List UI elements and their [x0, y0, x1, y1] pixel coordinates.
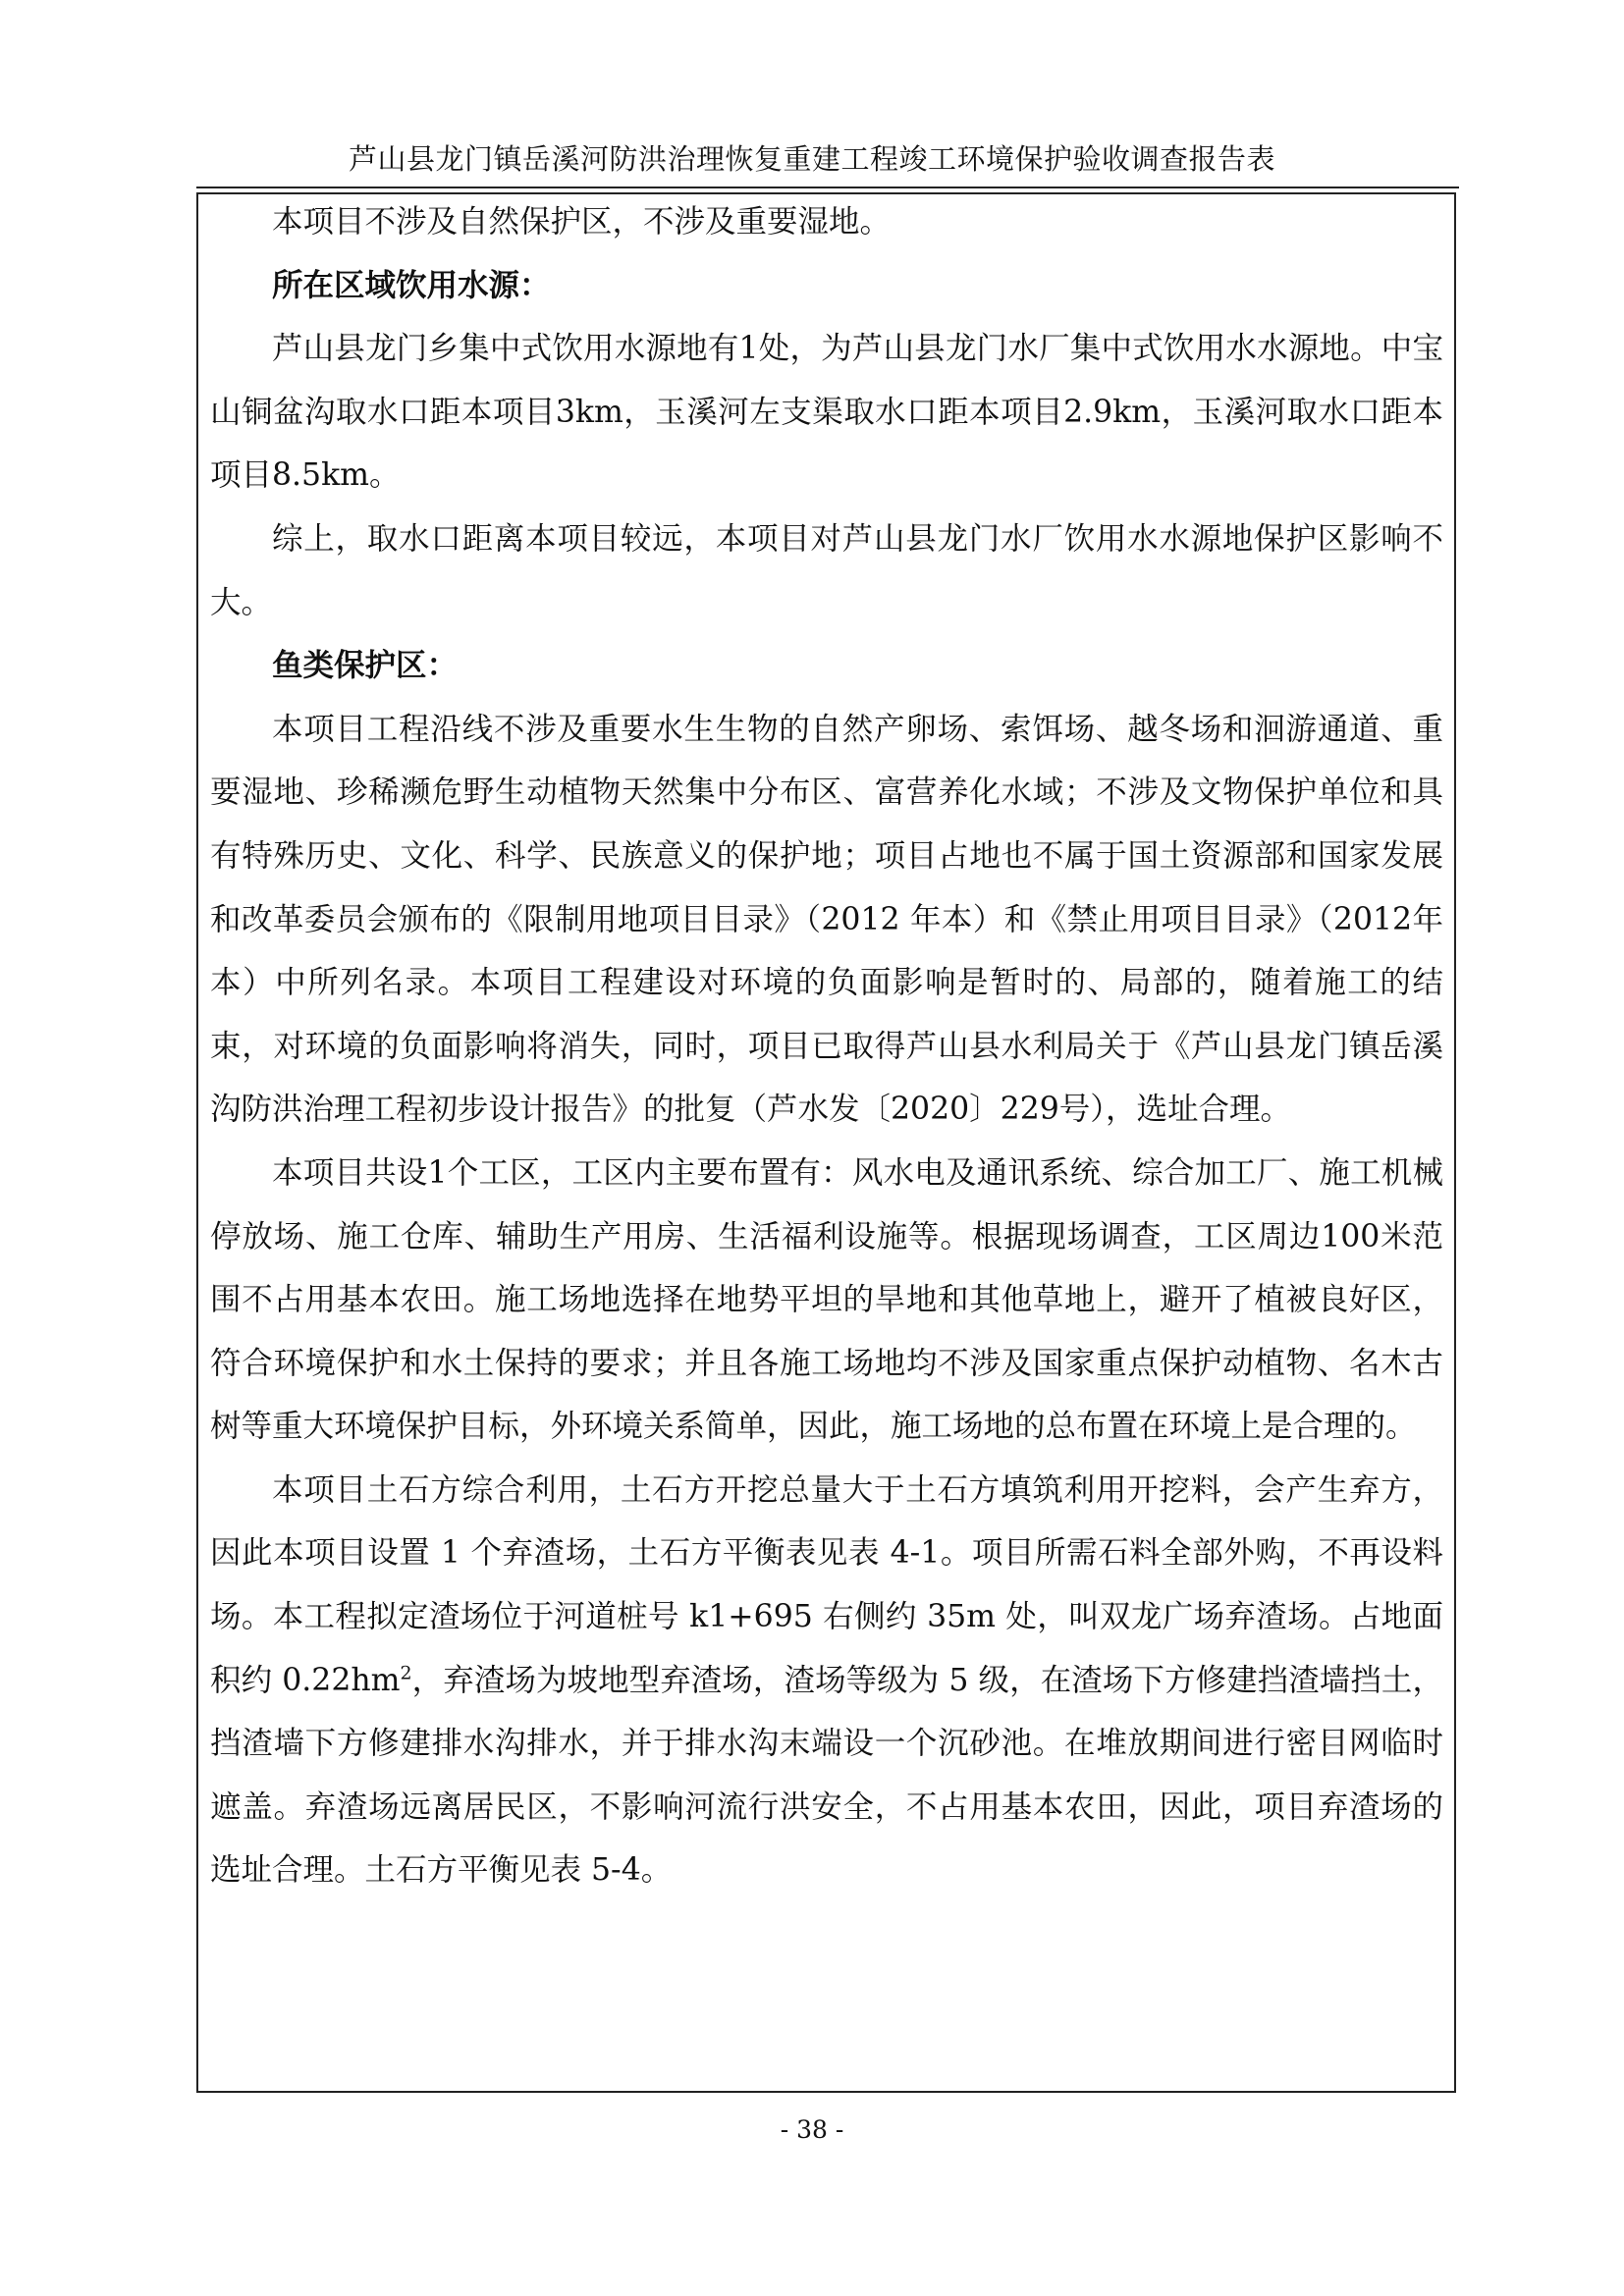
paragraph-water-conclusion: 综上，取水口距离本项目较远，本项目对芦山县龙门水厂饮用水水源地保护区影响不大。: [210, 520, 1443, 620]
paragraph-work-area: 本项目共设1个工区，工区内主要布置有：风水电及通讯系统、综合加工厂、施工机械停放场、施工仓库、辅助生产用房、生活福利设施等。根据现场调查，工区周边100米范围不占用基本农田。施工场地选择在地势平坦的旱地和其他草地上，避开了植被良好区，符合环境保护和水土保持的要求；并且各施工场地均不涉及国家重点保护动植物、名木古树等重大环境保护目标，外环境关系简单，因此，施工场地的总布置在环境上是合理的。: [210, 1154, 1443, 1445]
paragraph-nature-reserve: 本项目不涉及自然保护区，不涉及重要湿地。: [272, 204, 892, 240]
spoil-text-part2: ，弃渣场为坡地型弃渣场，渣场等级为 5 级，在渣场下方修建挡渣墙挡土，挡渣墙下方修建排水沟排水，并于排水沟末端设一个沉砂池。在堆放期间进行密目网临时遮盖。弃渣场远离居民区，不影响河流行洪安全，不占用基本农田，因此，项目弃渣场的选址合理。土石方平衡见表 5-4。: [210, 1662, 1443, 1889]
heading-drinking-water: 所在区域饮用水源：: [272, 267, 551, 303]
paragraph-water-sources: 芦山县龙门乡集中式饮用水源地有1处，为芦山县龙门水厂集中式饮用水水源地。中宝山铜盆沟取水口距本项目3km，玉溪河左支渠取水口距本项目2.9km，玉溪河取水口距本项目8.5km。: [210, 331, 1443, 494]
page-number: - 38 -: [780, 2115, 844, 2144]
report-body: [210, 190, 1443, 1902]
spoil-text-part1: 本项目土石方综合利用，土石方开挖总量大于土石方填筑利用开挖料，会产生弃方，因此本项目设置 1 个弃渣场，土石方平衡表见表 4-1。项目所需石料全部外购，不再设料场。本工程拟定渣场位于河道桩号 k1+695 右侧约 35m 处，叫双龙广场弃渣场。占地面积约 0.22hm: [210, 1471, 1443, 1698]
area-unit-superscript: 2: [400, 1662, 412, 1684]
header-rule: [196, 187, 1459, 188]
page-header: 芦山县龙门镇岳溪河防洪治理恢复重建工程竣工环境保护验收调查报告表: [348, 142, 1275, 176]
paragraph-spoil-ground: [210, 1459, 1443, 1902]
paragraph-fish-protection: 本项目工程沿线不涉及重要水生生物的自然产卵场、索饵场、越冬场和洄游通道、重要湿地、珍稀濒危野生动植物天然集中分布区、富营养化水域；不涉及文物保护单位和具有特殊历史、文化、科学、民族意义的保护地；项目占地也不属于国土资源部和国家发展和改革委员会颁布的《限制用地项目目录》（2012 年本）和《禁止用项目目录》（2012年本）中所列名录。本项目工程建设对环境的负面影响是暂时的、局部的，随着施工的结束，对环境的负面影响将消失，同时，项目已取得芦山县水利局关于《芦山县龙门镇岳溪沟防洪治理工程初步设计报告》的批复（芦水发〔2020〕229号），选址合理。: [210, 711, 1443, 1128]
heading-fish-protection: 鱼类保护区：: [272, 648, 459, 684]
